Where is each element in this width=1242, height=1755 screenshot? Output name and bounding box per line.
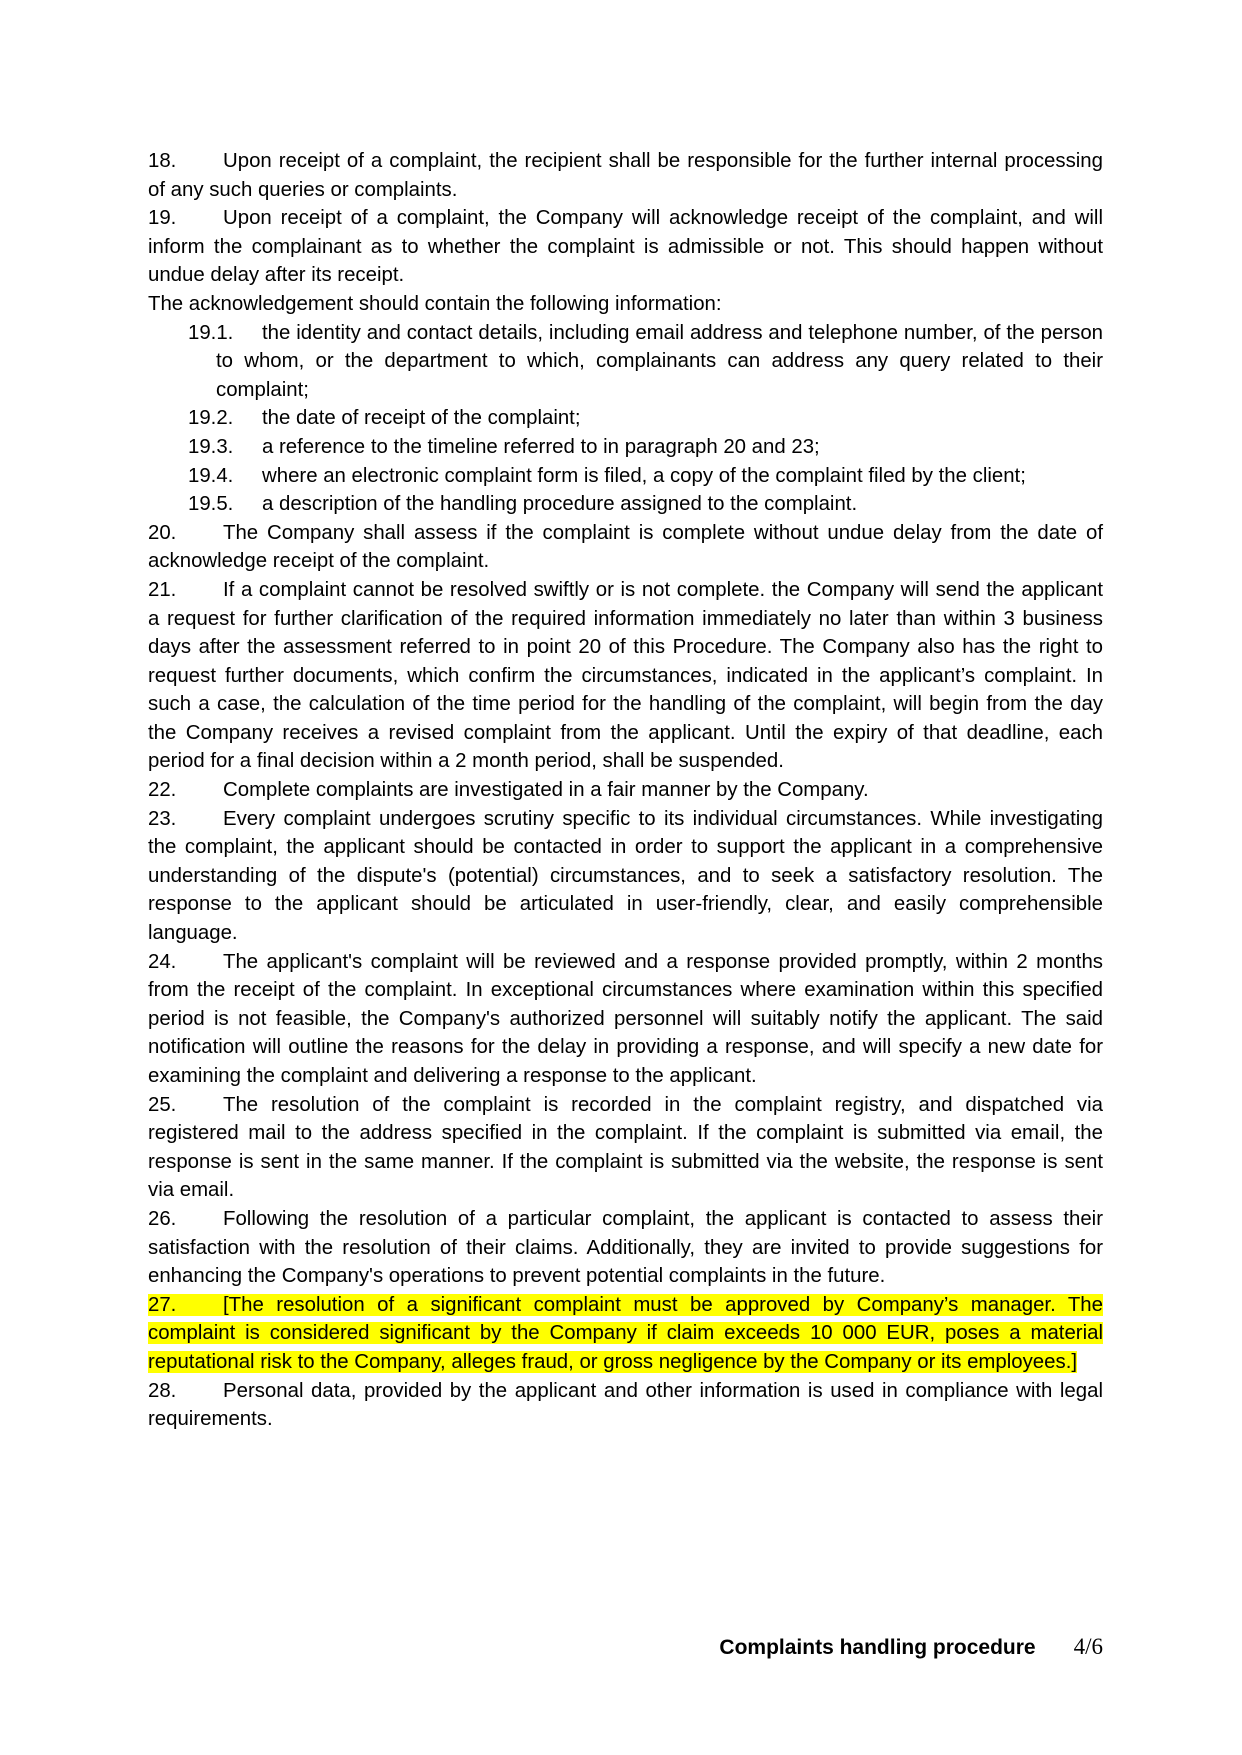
sub-item-19-4 [188,462,1103,491]
footer-title: Complaints handling procedure [719,1636,1036,1659]
sub-item-19-1 [188,319,1103,405]
paragraph-number: 27. [148,1293,177,1316]
paragraph-number: 21. [148,578,177,601]
sub-item-19-3 [188,433,1103,462]
sub-item-number: 19.5. [188,493,234,516]
paragraph-number: 23. [148,807,177,830]
paragraph-number: 22. [148,779,177,802]
paragraph-text: Upon receipt of a complaint, the Company will acknowledge receipt of the complaint, and will inform the complainant as to whether the complaint is admissible or not. This should happen without undue delay after its receipt. [148,207,1103,287]
paragraph-number: 18. [148,150,177,172]
paragraph-23 [148,805,1103,948]
sub-item-text: the identity and contact details, including email address and telephone number, of the person to whom, or the department to which, complainants can address any query related to their complaint; [216,321,1103,401]
acknowledgement-intro: The acknowledgement should contain the following information: [148,292,722,315]
paragraph-26 [148,1205,1103,1291]
paragraph-27-highlighted [148,1291,1103,1377]
sub-item-text: the date of receipt of the complaint; [262,407,581,430]
document-body [148,147,1103,1434]
page-footer [600,1634,1103,1666]
paragraph-24 [148,948,1103,1091]
paragraph-text: The applicant's complaint will be reviewed and a response provided promptly, within 2 months from the receipt of the complaint. In exceptional circumstances where examination within this specified period is not feasible, the Company's authorized personnel will suitably notify the applicant. The said notification will outline the reasons for the delay in providing a response, and will specify a new date for examining the complaint and delivering a response to the applicant. [148,950,1103,1087]
paragraph-text: Every complaint undergoes scrutiny specific to its individual circumstances. While investigating the complaint, the applicant should be contacted in order to support the applicant in a comprehensive understanding of the dispute's (potential) circumstances, and to seek a satisfactory resolution. The response to the applicant should be articulated in user-friendly, clear, and easily comprehensible language. [148,807,1103,945]
page-number: 4/6 [1073,1634,1103,1659]
sub-item-text: a reference to the timeline referred to in paragraph 20 and 23; [262,435,820,458]
paragraph-text: If a complaint cannot be resolved swiftly or is not complete. the Company will send the applicant a request for further clarification of the required information immediately no later than within 3 business days after the assessment referred to in point 20 of this Procedure. The Company also has the right to request further documents, which confirm the circumstances, indicated in the applicant’s complaint. In such a case, the calculation of the time period for the handling of the complaint, will begin from the day the Company receives a revised complaint from the applicant. Until the expiry of that deadline, each period for a final decision within a 2 month period, shall be suspended. [148,578,1103,773]
paragraph-19 [148,204,1103,290]
paragraph-text: The resolution of the complaint is recorded in the complaint registry, and dispatched via registered mail to the address specified in the complaint. If the complaint is submitted via email, the response is sent in the same manner. If the complaint is submitted via the website, the response is sent via email. [148,1093,1103,1202]
paragraph-22 [148,776,1103,805]
sub-item-number: 19.4. [188,464,234,487]
sub-item-19-5 [188,490,1103,519]
paragraph-number: 19. [148,207,177,230]
paragraph-text: Personal data, provided by the applicant and other information is used in compliance with legal requirements. [148,1379,1103,1431]
sub-item-19-2 [188,404,1103,433]
sub-item-number: 19.2. [188,407,234,430]
paragraph-number: 28. [148,1379,177,1402]
paragraph-number: 25. [148,1093,177,1116]
paragraph-21 [148,576,1103,776]
paragraph-18 [148,147,1103,204]
paragraph-text: [The resolution of a significant complaint must be approved by Company’s manager. The complaint is considered significant by the Company if claim exceeds 10 000 EUR, poses a material reputational risk to the Company, alleges fraud, or gross negligence by the Company or its employees.] [148,1293,1103,1373]
paragraph-20 [148,519,1103,576]
sub-item-number: 19.3. [188,435,234,458]
highlight [148,1294,1103,1373]
sub-item-text: where an electronic complaint form is filed, a copy of the complaint filed by the client; [262,464,1026,487]
paragraph-text: Complete complaints are investigated in a fair manner by the Company. [223,779,869,802]
paragraph-number: 24. [148,950,177,973]
paragraph-25 [148,1091,1103,1205]
sub-item-number: 19.1. [188,321,234,344]
paragraph-28 [148,1377,1103,1434]
paragraph-text: Following the resolution of a particular complaint, the applicant is contacted to assess their satisfaction with the resolution of their claims. Additionally, they are invited to provide suggestions for enhancing the Company's operations to prevent potential complaints in the future. [148,1207,1103,1288]
paragraph-number: 20. [148,521,177,544]
sub-item-text: a description of the handling procedure assigned to the complaint. [262,493,858,516]
paragraph-text: Upon receipt of a complaint, the recipient shall be responsible for the further internal processing of any such queries or complaints. [148,150,1103,201]
paragraph-number: 26. [148,1207,177,1230]
paragraph-text: The Company shall assess if the complaint is complete without undue delay from the date of acknowledge receipt of the complaint. [148,521,1103,573]
